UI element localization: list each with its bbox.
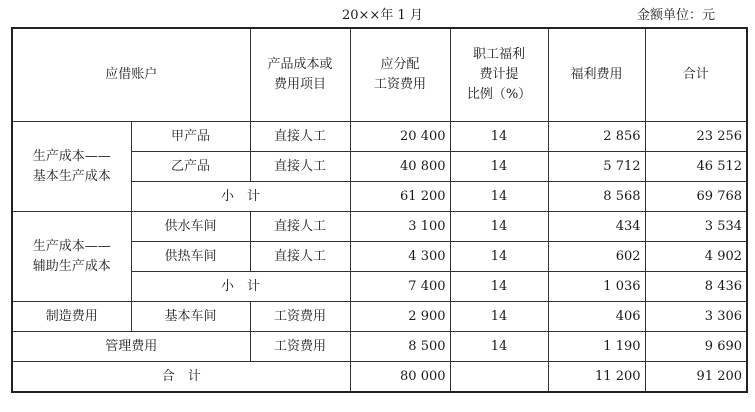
group-basic-line1: 生产成本—— xyxy=(32,148,111,164)
header-wage xyxy=(350,28,450,122)
wage-cell: 80 000 xyxy=(350,362,450,393)
welfare-cell: 602 xyxy=(548,242,645,272)
cost-item: 工资费用 xyxy=(250,332,350,362)
wage-cell: 20 400 xyxy=(350,122,450,152)
subtotal-label: 小 计 xyxy=(131,272,350,302)
header-row xyxy=(12,28,747,122)
total-cell: 3 306 xyxy=(645,302,747,332)
wage-cell: 2 900 xyxy=(350,302,450,332)
ratio-cell: 14 xyxy=(450,302,548,332)
header-ratio-line1: 职工福利 xyxy=(473,47,526,62)
sub-account: 甲产品 xyxy=(131,122,250,152)
sub-account: 供热车间 xyxy=(131,242,250,272)
welfare-cell: 406 xyxy=(548,302,645,332)
total-cell: 69 768 xyxy=(645,182,747,212)
table-row xyxy=(12,212,747,242)
header-ratio-line3: 比例（%） xyxy=(466,87,532,102)
ratio-cell: 14 xyxy=(450,182,548,212)
cost-item: 直接人工 xyxy=(250,152,350,182)
total-cell: 8 436 xyxy=(645,272,747,302)
ratio-cell: 14 xyxy=(450,332,548,362)
wage-cell: 4 300 xyxy=(350,242,450,272)
account-name: 制造费用 xyxy=(12,302,131,332)
group-basic-line2: 基本生产成本 xyxy=(32,168,111,184)
header-welfare: 福利费用 xyxy=(548,28,645,122)
table-row xyxy=(12,332,747,362)
group-auxiliary-production xyxy=(12,212,131,302)
welfare-cell: 8 568 xyxy=(548,182,645,212)
sub-account: 乙产品 xyxy=(131,152,250,182)
table-date: 20××年 1 月 xyxy=(342,8,423,23)
grand-total-row xyxy=(12,362,747,393)
wage-cell: 7 400 xyxy=(350,272,450,302)
header-ratio xyxy=(450,28,548,122)
wage-cell: 3 100 xyxy=(350,212,450,242)
sub-account: 基本车间 xyxy=(131,302,250,332)
grand-total-label: 合 计 xyxy=(12,362,350,393)
header-cost-item-line2: 费用项目 xyxy=(274,77,327,92)
table-row xyxy=(12,302,747,332)
group-aux-line1: 生产成本—— xyxy=(32,238,111,254)
header-debit-account: 应借账户 xyxy=(12,28,250,122)
total-cell: 9 690 xyxy=(645,332,747,362)
ratio-cell xyxy=(450,362,548,393)
cost-item: 直接人工 xyxy=(250,212,350,242)
ratio-cell: 14 xyxy=(450,122,548,152)
cost-item: 直接人工 xyxy=(250,122,350,152)
wage-allocation-table xyxy=(11,27,748,393)
wage-cell: 61 200 xyxy=(350,182,450,212)
wage-cell: 8 500 xyxy=(350,332,450,362)
amount-unit: 金额单位：元 xyxy=(636,8,715,23)
account-name: 管理费用 xyxy=(12,332,250,362)
header-cost-item-line1: 产品成本或 xyxy=(267,57,333,72)
ratio-cell: 14 xyxy=(450,152,548,182)
ratio-cell: 14 xyxy=(450,242,548,272)
group-aux-line2: 辅助生产成本 xyxy=(32,258,111,274)
total-cell: 3 534 xyxy=(645,212,747,242)
total-cell: 46 512 xyxy=(645,152,747,182)
welfare-cell: 1 036 xyxy=(548,272,645,302)
header-ratio-line2: 费计提 xyxy=(479,67,519,82)
cost-item: 工资费用 xyxy=(250,302,350,332)
welfare-cell: 434 xyxy=(548,212,645,242)
header-wage-line1: 应分配 xyxy=(380,57,420,72)
header-total: 合计 xyxy=(645,28,747,122)
cost-item: 直接人工 xyxy=(250,242,350,272)
total-cell: 23 256 xyxy=(645,122,747,152)
table-row xyxy=(12,122,747,152)
welfare-cell: 2 856 xyxy=(548,122,645,152)
group-basic-production xyxy=(12,122,131,212)
total-cell: 91 200 xyxy=(645,362,747,393)
ratio-cell: 14 xyxy=(450,272,548,302)
welfare-cell: 11 200 xyxy=(548,362,645,393)
total-cell: 4 902 xyxy=(645,242,747,272)
header-cost-item xyxy=(250,28,350,122)
header-wage-line2: 工资费用 xyxy=(374,77,427,92)
wage-cell: 40 800 xyxy=(350,152,450,182)
sub-account: 供水车间 xyxy=(131,212,250,242)
welfare-cell: 5 712 xyxy=(548,152,645,182)
subtotal-label: 小 计 xyxy=(131,182,350,212)
ratio-cell: 14 xyxy=(450,212,548,242)
welfare-cell: 1 190 xyxy=(548,332,645,362)
